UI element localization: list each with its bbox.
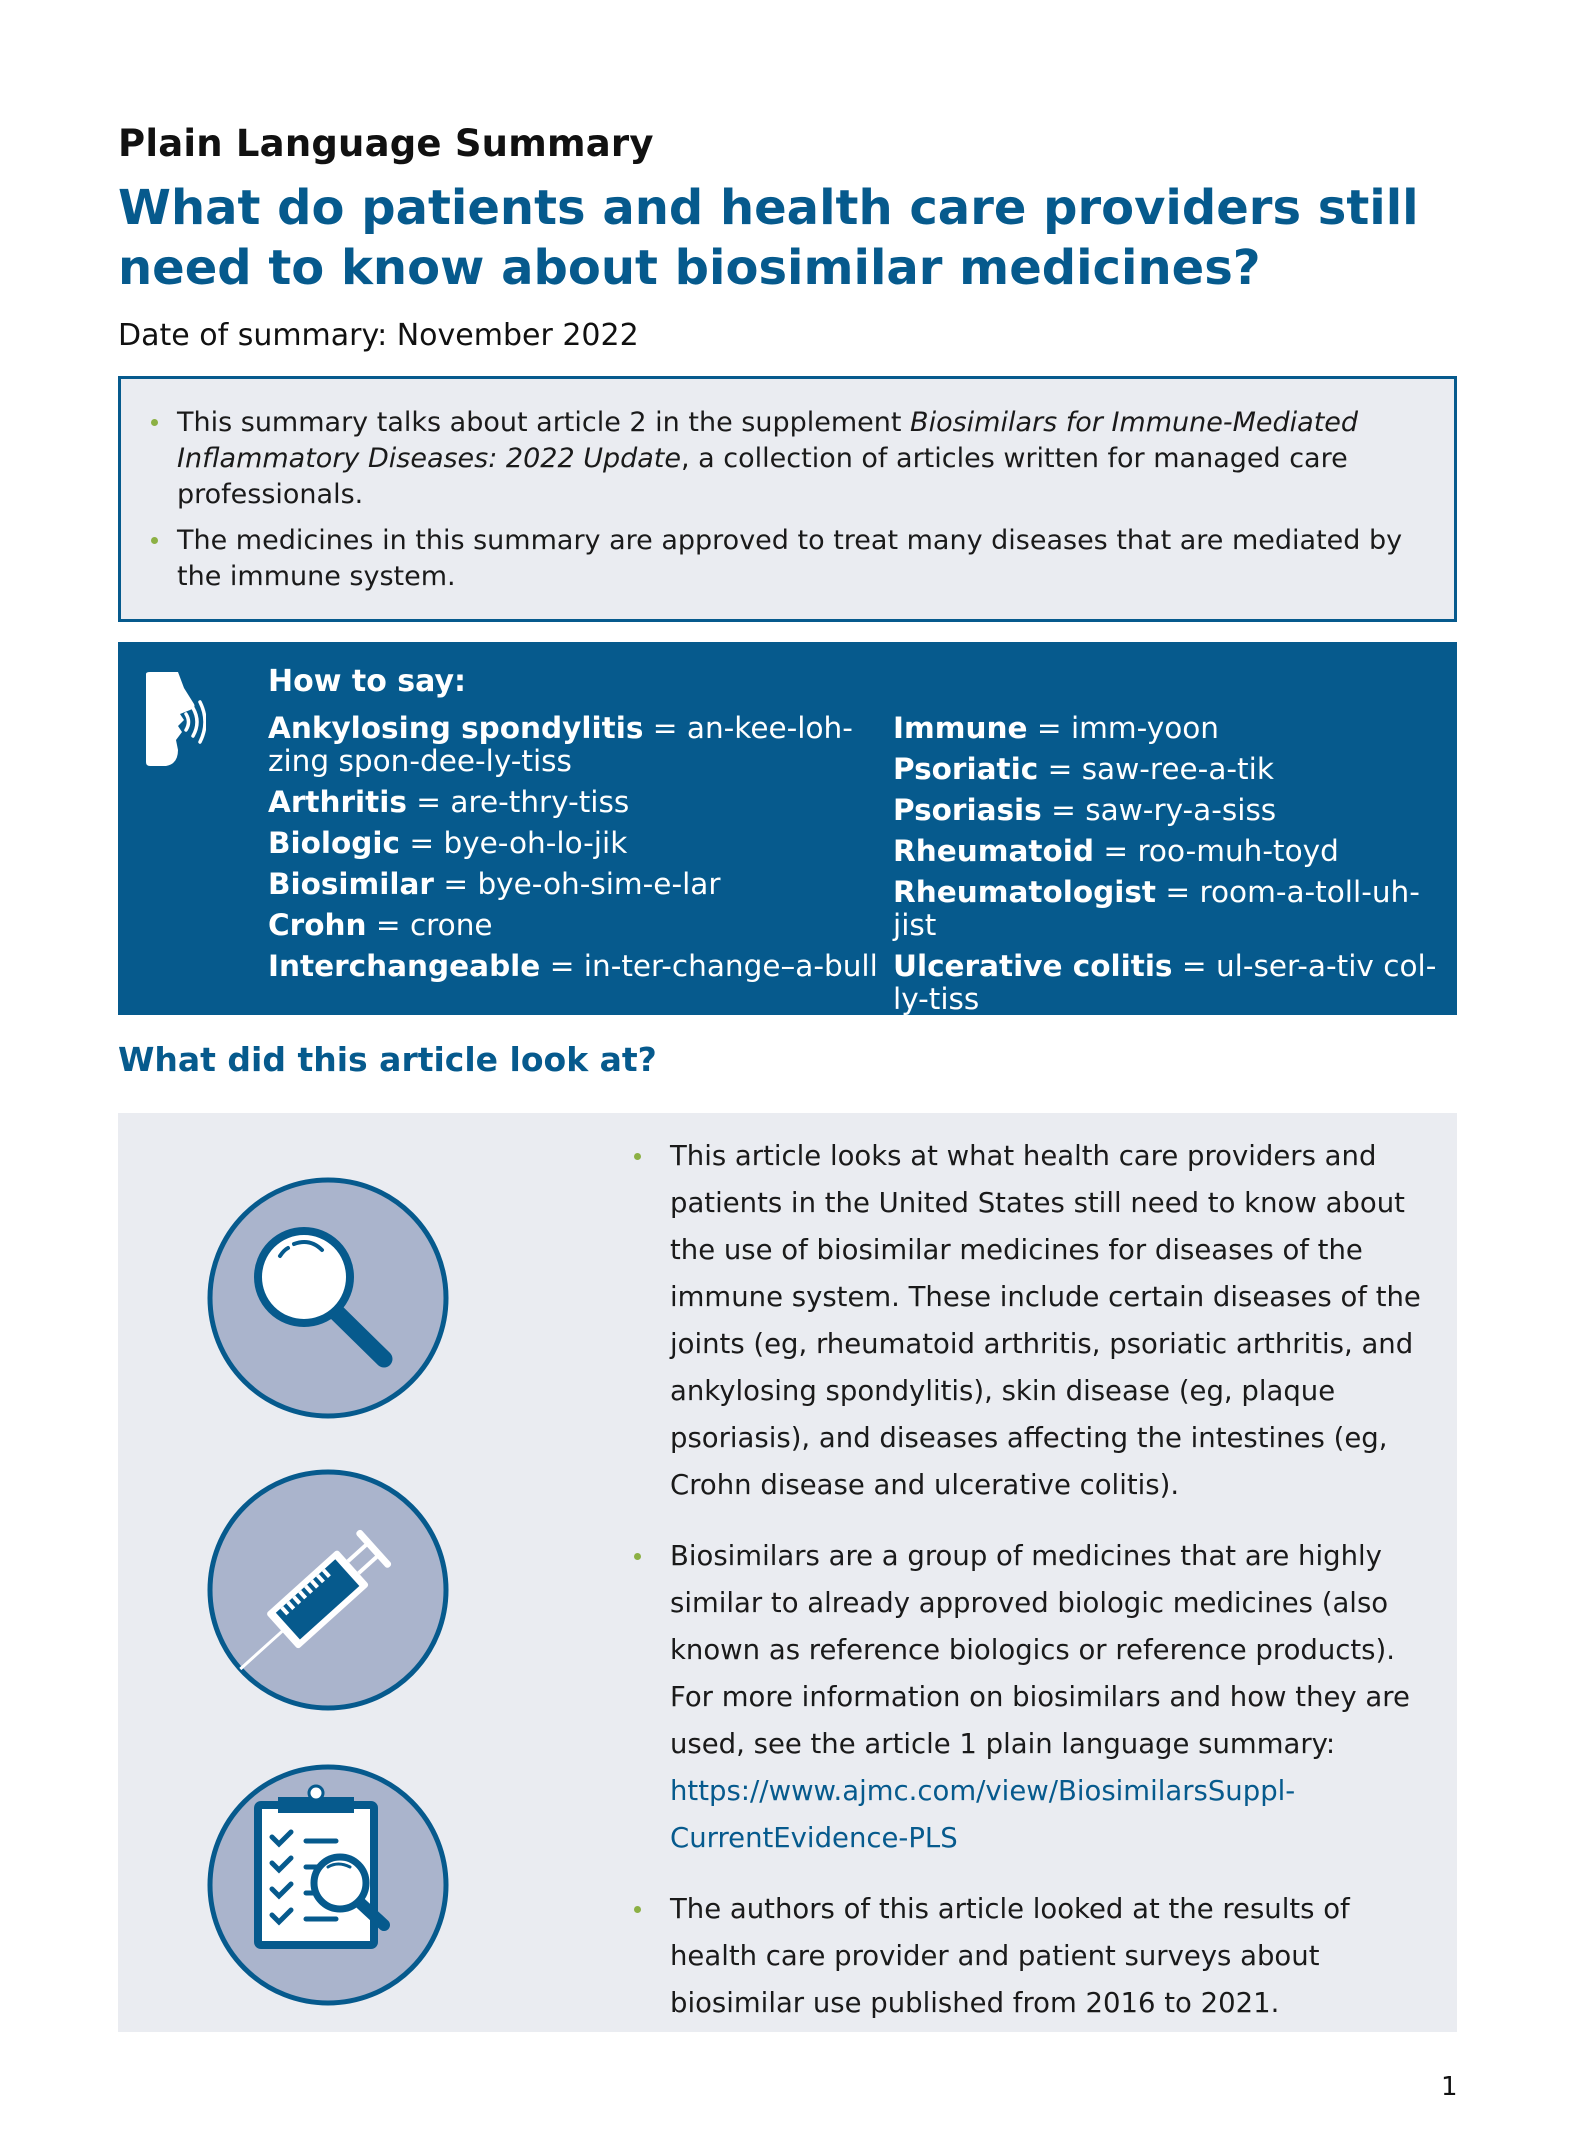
- page-title: What do patients and health care providers still need to know about biosimilar medicines?: [118, 180, 1419, 296]
- document-kicker: Plain Language Summary: [118, 122, 654, 165]
- pronunciation-guide: room-a-toll-uh-jist: [893, 875, 1420, 942]
- article-overview-text: [630, 1133, 1430, 2051]
- pronunciation-guide: bye-oh-sim-e-lar: [477, 867, 721, 901]
- pronunciation-guide: saw-ry-a-siss: [1085, 793, 1277, 827]
- overview-bullet-text: Biosimilars are a group of medicines that are highly similar to already approved biologic medicines (also known as reference biologics or reference products). For more information on biosimilars and how they are used, see the article 1 plain language summary:: [670, 1540, 1410, 1760]
- pronunciation-entry: [268, 712, 878, 778]
- pronunciation-guide: are-thry-tiss: [450, 785, 630, 819]
- equals-sign: =: [366, 908, 410, 942]
- page-number: 1: [1441, 2072, 1458, 2102]
- pronunciation-column-right: [893, 712, 1453, 1024]
- pronunciation-term: Psoriatic: [893, 752, 1039, 786]
- section-heading: What did this article look at?: [118, 1040, 657, 1079]
- pronunciation-term: Biosimilar: [268, 867, 434, 901]
- overview-bullet-2: [630, 1533, 1430, 1862]
- equals-sign: =: [1172, 949, 1216, 983]
- equals-sign: =: [1156, 875, 1200, 909]
- bullet-dot-icon: [634, 1153, 641, 1160]
- pronunciation-term: Arthritis: [268, 785, 407, 819]
- intro-list: [121, 379, 1454, 595]
- pronunciation-term: Rheumatoid: [893, 834, 1094, 868]
- equals-sign: =: [399, 826, 444, 860]
- equals-sign: =: [406, 785, 451, 819]
- pronunciation-guide: an-kee-loh-zing spon-dee-ly-tiss: [268, 711, 853, 778]
- intro-bullet-text: The medicines in this summary are approved to treat many diseases that are mediated by the immune system.: [177, 525, 1403, 592]
- pronunciation-guide: saw-ree-a-tik: [1081, 752, 1274, 786]
- syringe-icon: [206, 1468, 450, 1712]
- pronunciation-guide: ul-ser-a-tiv col-ly-tiss: [893, 949, 1437, 1016]
- overview-bullet-1: [630, 1133, 1430, 1509]
- overview-bullet-text: The authors of this article looked at the results of health care provider and patient surveys about biosimilar use published from 2016 to 2021.: [670, 1893, 1350, 2019]
- pronunciation-term: Crohn: [268, 908, 367, 942]
- pronunciation-entry: [268, 827, 878, 860]
- intro-box: [118, 376, 1457, 622]
- bullet-dot-icon: [151, 419, 158, 426]
- equals-sign: =: [1038, 752, 1082, 786]
- pronunciation-term: Rheumatologist: [893, 875, 1157, 909]
- article-overview-panel: [118, 1113, 1457, 2032]
- clipboard-checklist-search-icon: [206, 1763, 450, 2007]
- bullet-dot-icon: [151, 537, 158, 544]
- pronunciation-guide: bye-oh-lo-jik: [443, 826, 628, 860]
- pronunciation-column-left: [268, 712, 878, 991]
- pronunciation-term: Ulcerative colitis: [893, 949, 1173, 983]
- equals-sign: =: [540, 949, 584, 983]
- intro-bullet-2: [177, 523, 1414, 595]
- magnifying-glass-icon: [206, 1176, 450, 1420]
- pronunciation-heading: How to say:: [268, 664, 467, 699]
- pronunciation-entry: [893, 753, 1453, 786]
- pronunciation-box: [118, 642, 1457, 1015]
- pronunciation-entry: [893, 712, 1453, 745]
- pronunciation-entry: [893, 876, 1453, 942]
- supplement-title: Biosimilars for Immune-Mediated Inflammatory Diseases: 2022 Update: [177, 407, 1359, 474]
- pronunciation-guide: roo-muh-toyd: [1137, 834, 1339, 868]
- pronunciation-entry: [268, 950, 878, 983]
- overview-bullet-text: This article looks at what health care providers and patients in the United States still need to know about the use of biosimilar medicines for diseases of the immune system. These include certain diseases of the joints (eg, rheumatoid arthritis, psoriatic arthritis, and ankylosing spondylitis), skin disease (eg, plaque psoriasis), and diseases affecting the intestines (eg, Crohn disease and ulcerative colitis).: [670, 1140, 1421, 1501]
- pronunciation-entry: [268, 786, 878, 819]
- pronunciation-entry: [893, 835, 1453, 868]
- equals-sign: =: [1041, 793, 1086, 827]
- pronunciation-term: Interchangeable: [268, 949, 541, 983]
- equals-sign: =: [1093, 834, 1138, 868]
- article-1-summary-link[interactable]: https://www.ajmc.com/view/BiosimilarsSuppl-CurrentEvidence-PLS: [670, 1775, 1296, 1854]
- speaking-head-icon: [144, 670, 206, 770]
- pronunciation-entry: [268, 868, 878, 901]
- pronunciation-guide: imm-yoon: [1070, 711, 1220, 745]
- pronunciation-entry: [268, 909, 878, 942]
- bullet-dot-icon: [634, 1906, 641, 1913]
- pronunciation-entry: [893, 950, 1453, 1016]
- equals-sign: =: [1027, 711, 1071, 745]
- equals-sign: =: [643, 711, 687, 745]
- bullet-dot-icon: [634, 1553, 641, 1560]
- pronunciation-term: Ankylosing spondylitis: [268, 711, 644, 745]
- equals-sign: =: [433, 867, 478, 901]
- pronunciation-entry: [893, 794, 1453, 827]
- intro-bullet-text: This summary talks about article 2 in the supplement: [177, 407, 911, 438]
- pronunciation-term: Biologic: [268, 826, 400, 860]
- pronunciation-guide: crone: [409, 908, 493, 942]
- intro-bullet-text: , a collection of articles written for managed care professionals.: [177, 443, 1348, 510]
- overview-bullet-3: [630, 1886, 1430, 2027]
- pronunciation-guide: in-ter-change–a-bull: [583, 949, 878, 983]
- intro-bullet-1: [177, 405, 1414, 513]
- pronunciation-term: Immune: [893, 711, 1028, 745]
- pronunciation-term: Psoriasis: [893, 793, 1042, 827]
- summary-date: Date of summary: November 2022: [118, 318, 639, 353]
